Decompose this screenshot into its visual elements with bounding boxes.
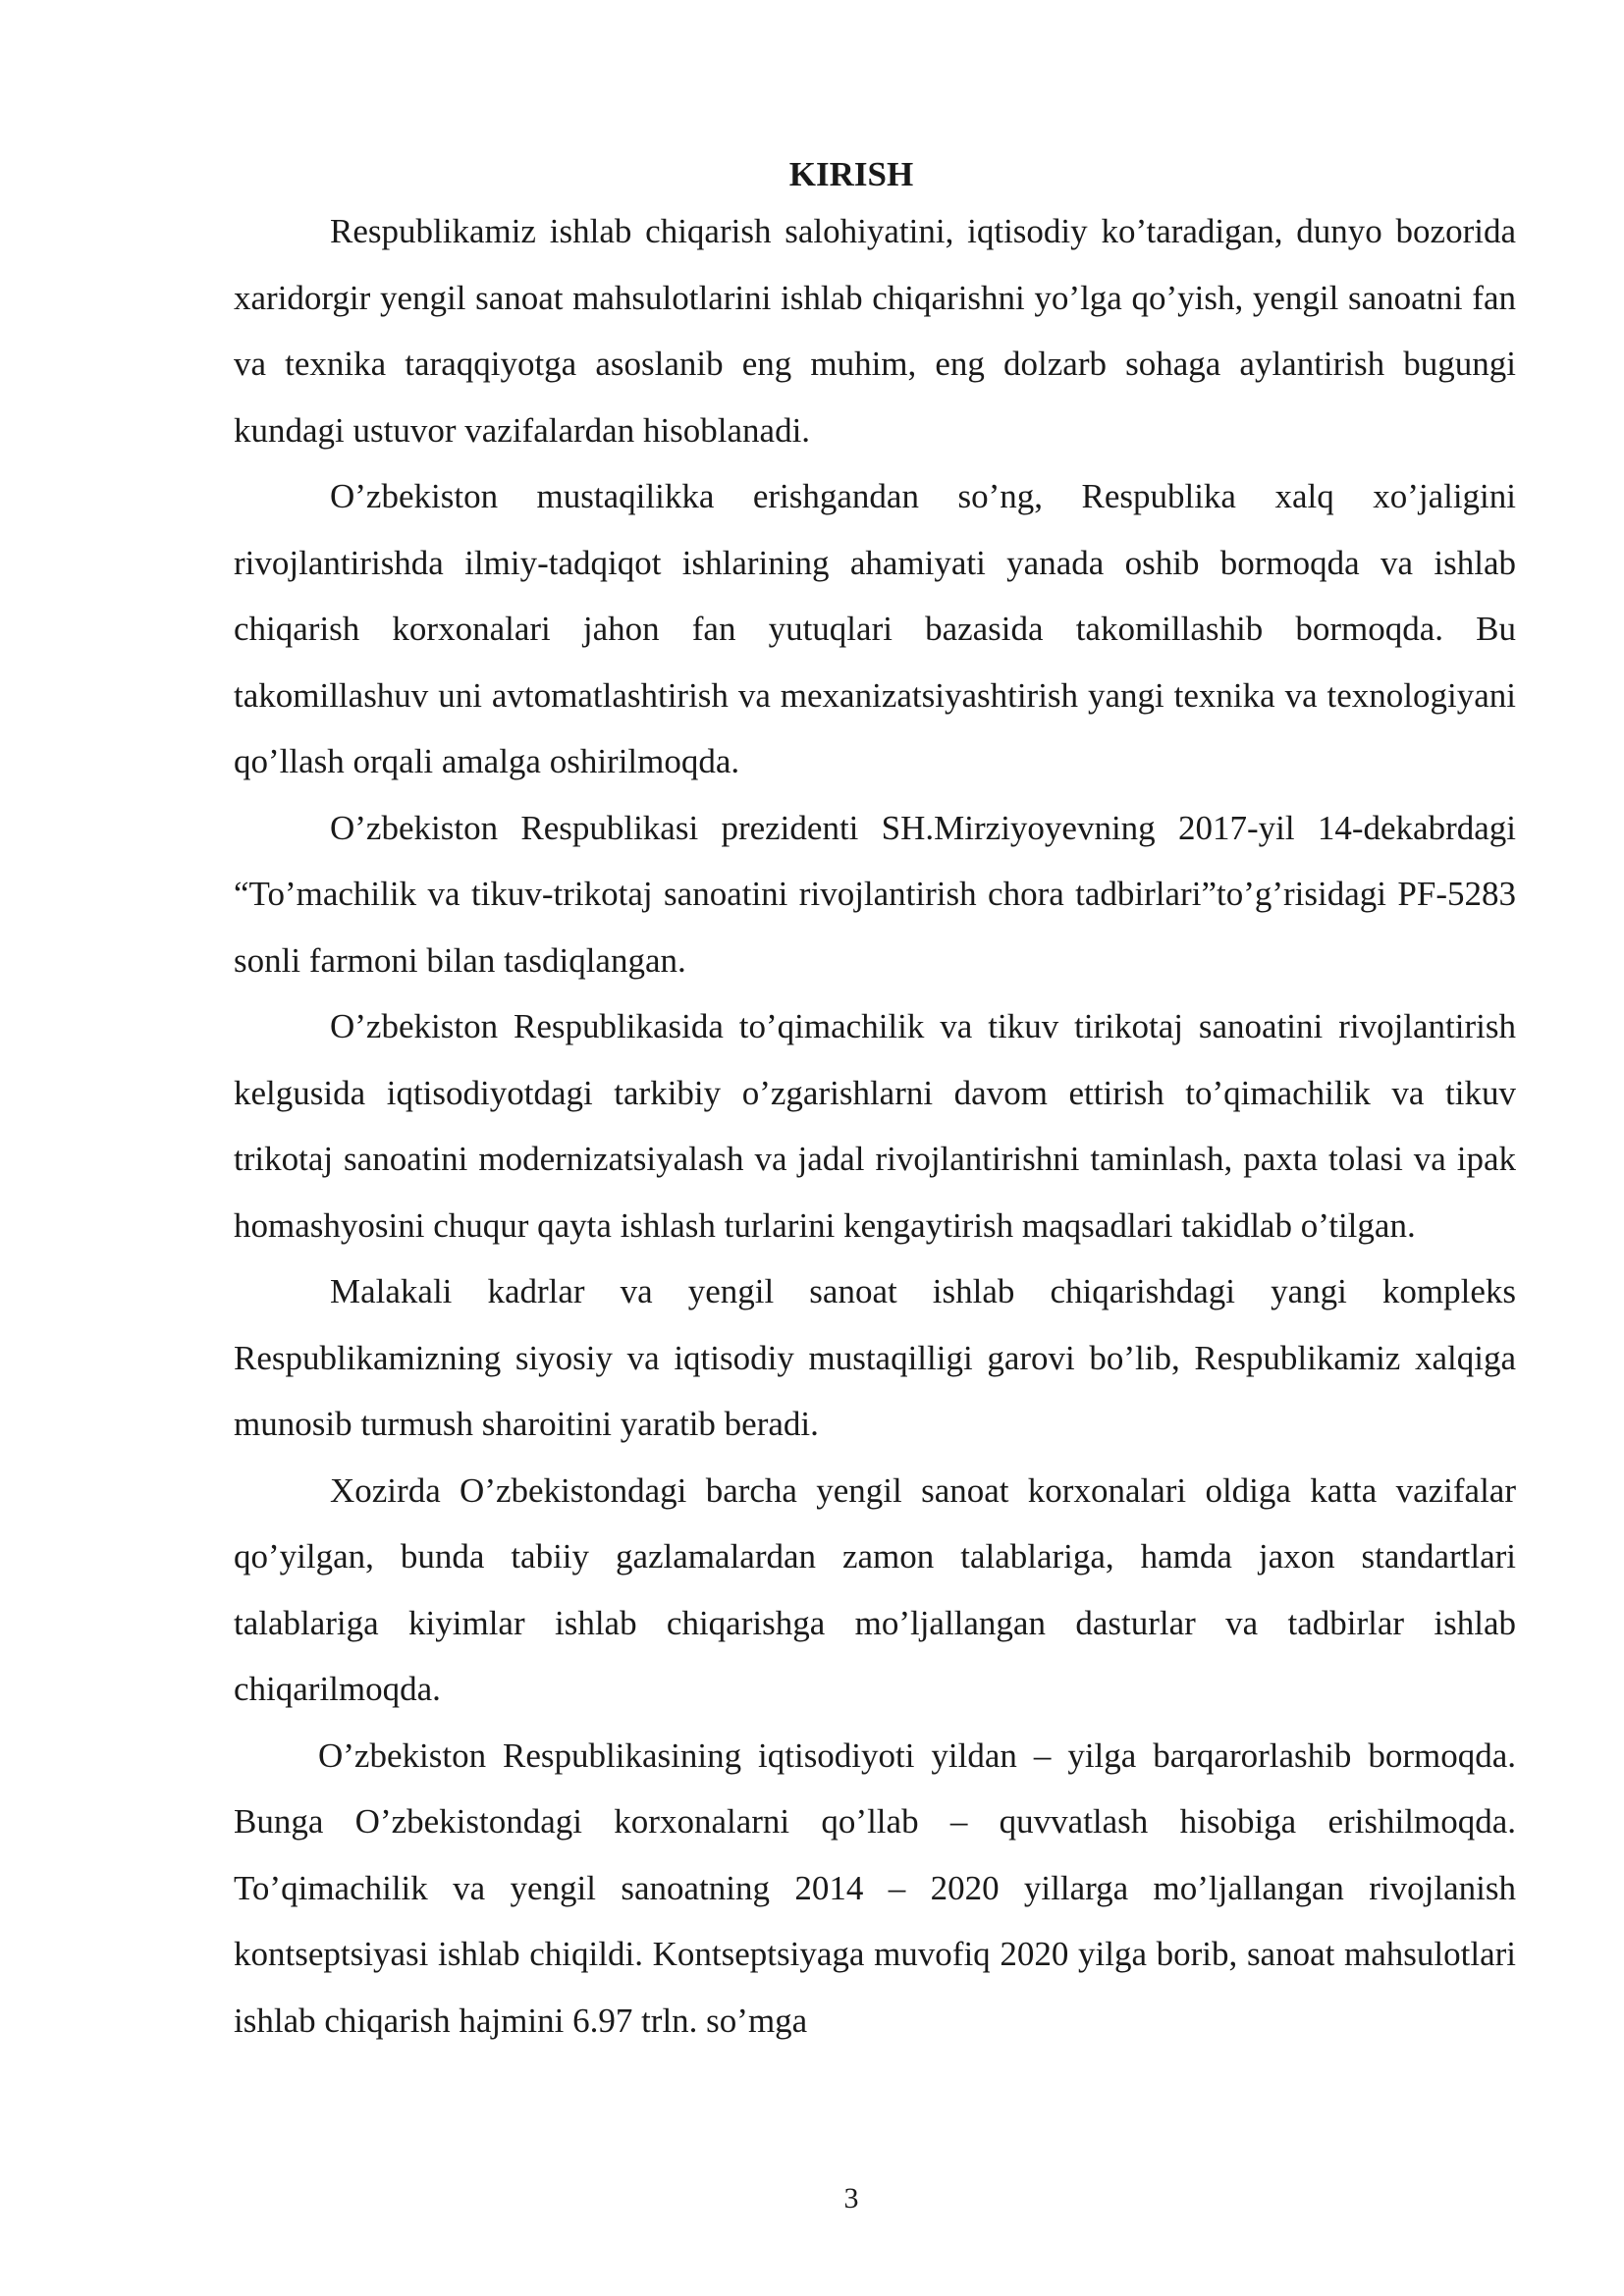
paragraph-7: O’zbekiston Respublikasining iqtisodiyoti yildan – yilga barqarorlashib bormoqda. Bunga O’zbekistondagi korxonalarni qo’llab – quvvatlash hisobiga erishilmoqda. To’qimachilik va yengil sanoatning 2014 – 2020 yillarga mo’ljallangan rivojlanish kontseptsiyasi ishlab chiqildi. Kontseptsiyaga muvofiq 2020 yilga borib, sanoat mahsulotlari ishlab chiqarish hajmini 6.97 trln. so’mga [234,1735,1516,2040]
paragraph-4: O’zbekiston Respublikasida to’qimachilik va tikuv tirikotaj sanoatini rivojlantirish kelgusida iqtisodiyotdagi tarkibiy o’zgarishlarni davom ettirish to’qimachilik va tikuv trikotaj sanoatini modernizatsiyalash va jadal rivojlantirishni taminlash, paxta tolasi va ipak homashyosini chuqur qayta ishlash turlarini kengaytirish maqsadlari takidlab o’tilgan. [234,1007,1516,1245]
page-title: KIRISH [788,155,914,193]
paragraph-2: O’zbekiston mustaqilikka erishgandan so’ng, Respublika xalq xo’jaligini rivojlantirishda ilmiy-tadqiqot ishlarining ahamiyati yanada oshib bormoqda va ishlab chiqarish korxonalari jahon fan yutuqlari bazasida takomillashib bormoqda. Bu takomillashuv uni avtomatlashtirish va mexanizatsiyashtirish yangi texnika va texnologiyani qo’llash orqali amalga oshirilmoqda. [234,477,1516,780]
paragraph-1: Respublikamiz ishlab chiqarish salohiyatini, iqtisodiy ko’taradigan, dunyo bozorida xaridorgir yengil sanoat mahsulotlarini ishlab chiqarishni yo’lga qo’yish, yengil sanoatni fan va texnika taraqqiyotga asoslanib eng muhim, eng dolzarb sohaga aylantirish bugungi kundagi ustuvor vazifalardan hisoblanadi. [234,212,1516,450]
paragraph-6: Xozirda O’zbekistondagi barcha yengil sanoat korxonalari oldiga katta vazifalar qo’yilgan, bunda tabiiy gazlamalardan zamon talablariga, hamda jaxon standartlari talablariga kiyimlar ishlab chiqarishga mo’ljallangan dasturlar va tadbirlar ishlab chiqarilmoqda. [234,1470,1516,1708]
paragraph-3: O’zbekiston Respublikasi prezidenti SH.Mirziyoyevning 2017-yil 14-dekabrdagi “To’machilik va tikuv-trikotaj sanoatini rivojlantirish chora tadbirlari”to’g’risidagi PF-5283 sonli farmoni bilan tasdiqlangan. [234,808,1516,980]
body-text [234,198,1516,2054]
page-number: 3 [843,2182,859,2215]
paragraph-5: Malakali kadrlar va yengil sanoat ishlab chiqarishdagi yangi kompleks Respublikamizning siyosiy va iqtisodiy mustaqilligi garovi bo’lib, Respublikamiz xalqiga munosib turmush sharoitini yaratib beradi. [234,1272,1516,1443]
